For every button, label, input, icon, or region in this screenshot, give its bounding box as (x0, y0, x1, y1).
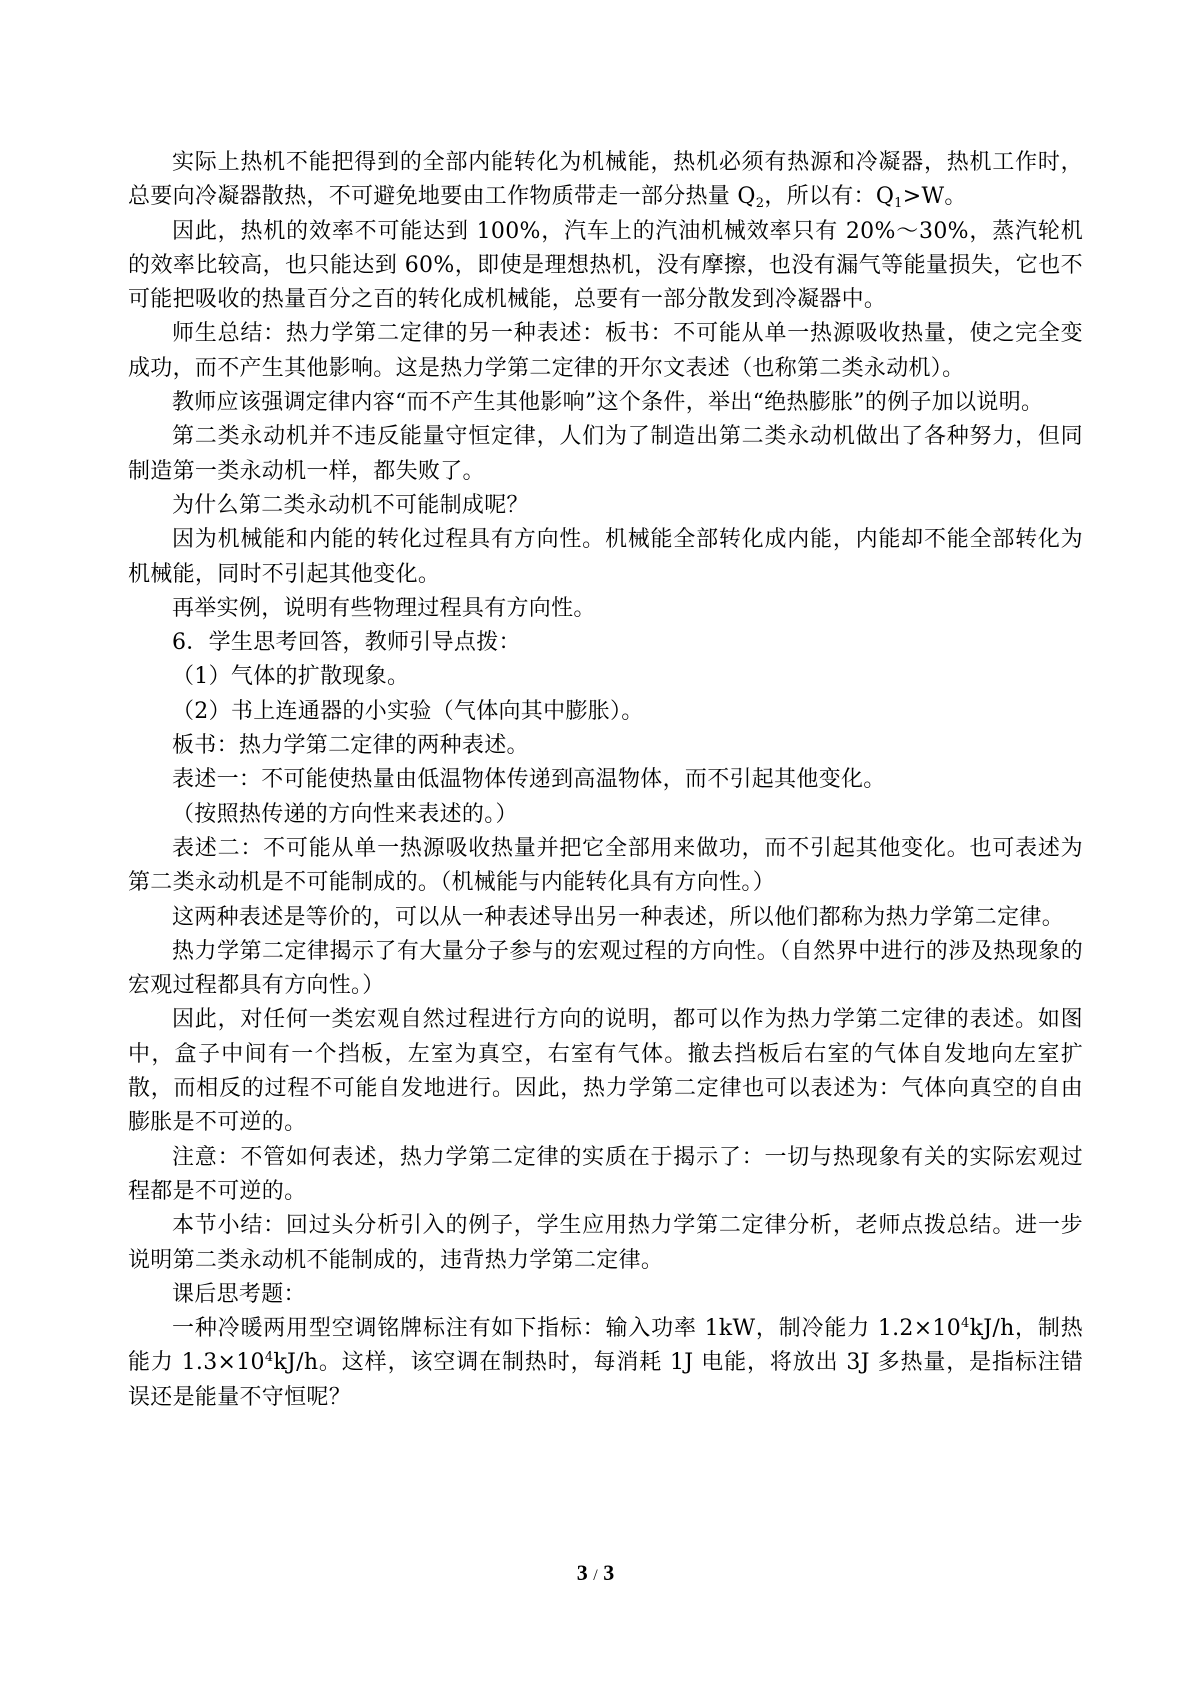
paragraph-homework-title: 课后思考题： (172, 1281, 306, 1307)
paragraph-emphasis: 教师应该强调定律内容“而不产生其他影响”这个条件，举出“绝热膨胀”的例子加以说明。 (172, 390, 1044, 416)
paragraph-text: kJ/h。这样，该空调在制热时，每消耗 1J 电能，将放出 3J 多热量，是指标注错误还是能量不守恒呢？ (128, 1350, 1083, 1410)
paragraph-efficiency: 因此，热机的效率不可能达到 100%，汽车上的汽油机械效率只有 20%～30%，蒸汽轮机的效率比较高，也只能达到 60%，即使是理想热机，没有摩擦，也没有漏气等能量损失，它也不可能把吸收的热量百分之百的转化成机械能，总要有一部分散发到冷凝器中。 (128, 218, 1083, 313)
paragraph-perpetual-motion: 第二类永动机并不违反能量守恒定律，人们为了制造出第二类永动机做出了各种努力，但同制造第一类永动机一样，都失败了。 (128, 424, 1083, 484)
paragraph-heat-engine (128, 146, 1083, 215)
paragraph-item-2: （2）书上连通器的小实验（气体向其中膨胀）。 (172, 698, 644, 724)
paragraph-kelvin-statement: 师生总结：热力学第二定律的另一种表述：板书：不可能从单一热源吸收热量，使之完全变成功，而不产生其他影响。这是热力学第二定律的开尔文表述（也称第二类永动机）。 (128, 321, 1083, 381)
paragraph-step-6: 6．学生思考回答，教师引导点拨： (172, 630, 521, 656)
paragraph-examples: 再举实例，说明有些物理过程具有方向性。 (172, 595, 596, 621)
document-body (128, 146, 1083, 1415)
paragraph-statement-1-note: （按照热传递的方向性来表述的。） (172, 801, 518, 827)
paragraph-text: 实际上热机不能把得到的全部内能转化为机械能，热机必须有热源和冷凝器，热机工作时，总要向冷凝器散热，不可避免地要由工作物质带走一部分热量 Q (128, 150, 1083, 210)
paragraph-text: >W。 (902, 184, 967, 210)
paragraph-statement-1: 表述一：不可能使热量由低温物体传递到高温物体，而不引起其他变化。 (172, 767, 886, 793)
paragraph-text: 一种冷暖两用型空调铭牌标注有如下指标：输入功率 1kW，制冷能力 1.2×10 (172, 1316, 962, 1342)
paragraph-summary: 本节小结：回过头分析引入的例子，学生应用热力学第二定律分析，老师点拨总结。进一步说明第二类永动机不能制成的，违背热力学第二定律。 (128, 1213, 1083, 1273)
current-page: 3 (576, 1560, 588, 1585)
paragraph-board-note: 板书：热力学第二定律的两种表述。 (172, 733, 529, 759)
paragraph-text: ，所以有：Q (764, 184, 895, 210)
paragraph-item-1: （1）气体的扩散现象。 (172, 664, 410, 690)
paragraph-note: 注意：不管如何表述，热力学第二定律的实质在于揭示了：一切与热现象有关的实际宏观过程都是不可逆的。 (128, 1144, 1083, 1204)
superscript: 4 (264, 1350, 274, 1366)
paragraph-equivalence: 这两种表述是等价的，可以从一种表述导出另一种表述，所以他们都称为热力学第二定律。 (172, 904, 1065, 930)
subscript: 1 (894, 196, 903, 212)
paragraph-question: 为什么第二类永动机不可能制成呢？ (172, 492, 529, 518)
paragraph-macroscopic: 热力学第二定律揭示了有大量分子参与的宏观过程的方向性。（自然界中进行的涉及热现象的宏观过程都具有方向性。） (128, 938, 1083, 999)
paragraph-answer: 因为机械能和内能的转化过程具有方向性。机械能全部转化成内能，内能却不能全部转化为机械能，同时不引起其他变化。 (128, 527, 1083, 587)
total-pages: 3 (603, 1560, 615, 1585)
page-number (0, 1560, 1191, 1586)
subscript: 2 (755, 196, 765, 212)
paragraph-homework-question (128, 1312, 1083, 1415)
paragraph-statement-2: 表述二：不可能从单一热源吸收热量并把它全部用来做功，而不引起其他变化。也可表述为第二类永动机是不可能制成的。（机械能与内能转化具有方向性。） (128, 835, 1083, 896)
page-separator: / (593, 1567, 598, 1584)
paragraph-text: kJ/h，制热能力 1.3×10 (128, 1316, 1083, 1376)
superscript: 4 (961, 1316, 970, 1332)
paragraph-box-example: 因此，对任何一类宏观自然过程进行方向的说明，都可以作为热力学第二定律的表述。如图中，盒子中间有一个挡板，左室为真空，右室有气体。撤去挡板后右室的气体自发地向左室扩散，而相反的过程不可能自发地进行。因此，热力学第二定律也可以表述为：气体向真空的自由膨胀是不可逆的。 (128, 1007, 1083, 1136)
